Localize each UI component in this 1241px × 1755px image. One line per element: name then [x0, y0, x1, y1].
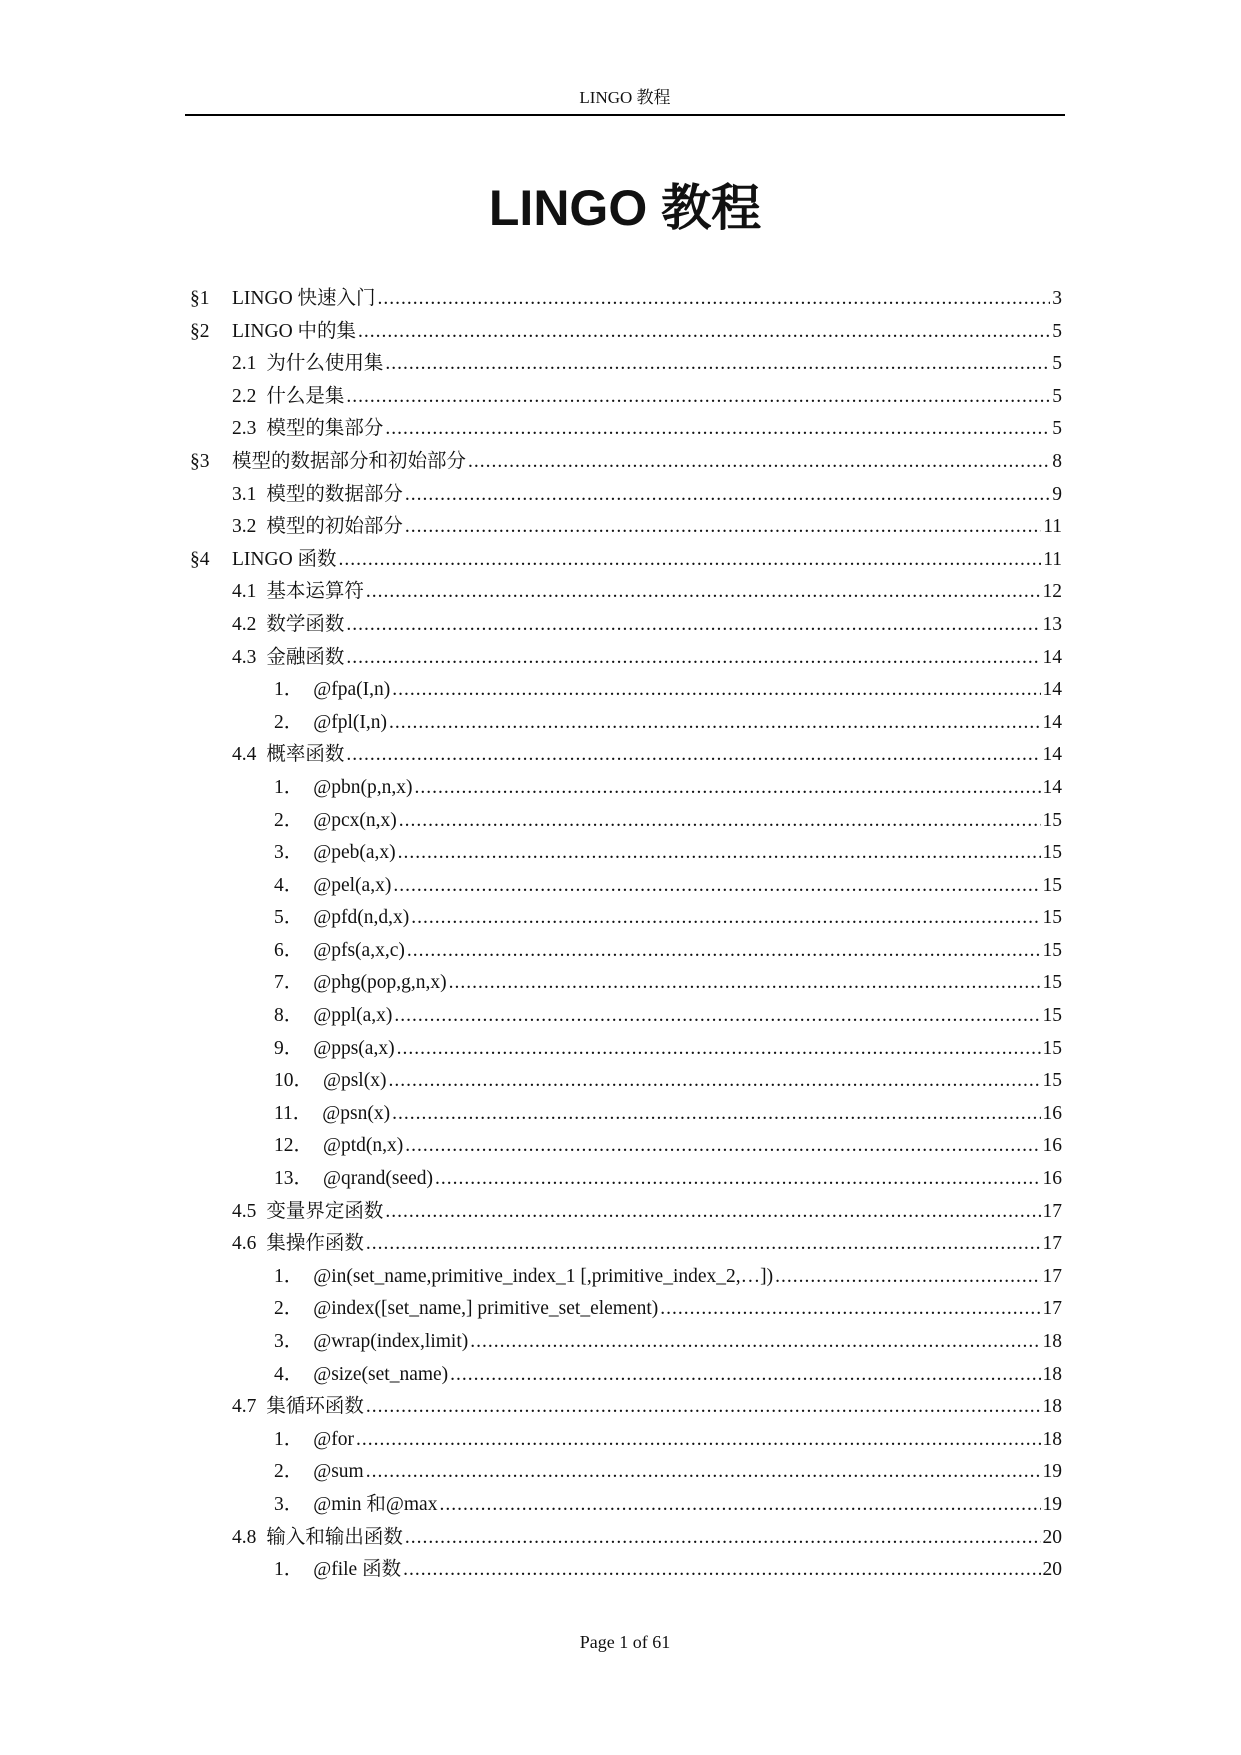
toc-entry-label: @psn(x) [322, 1102, 391, 1124]
toc-entry-label: @peb(a,x) [313, 842, 396, 864]
toc-entry[interactable] [190, 1424, 1062, 1457]
toc-entry[interactable] [190, 1130, 1062, 1163]
toc-entry-page: 17 [1042, 1265, 1062, 1287]
toc-entry-label: @pps(a,x) [313, 1037, 395, 1059]
dot-leader [366, 1456, 1041, 1489]
toc-entry-label: @pbn(p,n,x) [313, 776, 413, 798]
toc-entry-label: 集循环函数 [266, 1396, 364, 1418]
toc-entry[interactable] [190, 674, 1062, 707]
toc-entry-page: 14 [1042, 711, 1062, 733]
dot-leader [407, 935, 1041, 968]
toc-entry-page: 14 [1042, 776, 1062, 798]
toc-entry-page: 20 [1042, 1559, 1062, 1581]
toc-entry-label: 数学函数 [266, 613, 345, 635]
toc-entry-page: 15 [1042, 907, 1062, 929]
dot-leader [358, 316, 1050, 349]
toc-entry-label: 概率函数 [266, 744, 345, 766]
toc-entry[interactable] [190, 1000, 1062, 1033]
page-footer: Page 1 of 61 [579, 1632, 671, 1652]
dot-leader [366, 1391, 1041, 1424]
toc-entry-label: 模型的初始部分 [266, 516, 403, 538]
toc-entry[interactable] [190, 381, 1062, 414]
toc-entry-label: @in(set_name,primitive_index_1 [,primitive_index_2,…]) [313, 1265, 774, 1287]
toc-entry[interactable] [190, 544, 1062, 577]
toc-entry-number: 12． [274, 1135, 314, 1157]
dot-leader [388, 1065, 1040, 1098]
toc-entry-page: 17 [1042, 1200, 1062, 1222]
toc-entry-label: LINGO 函数 [232, 548, 337, 570]
toc-entry-number: §1 [190, 288, 210, 309]
toc-entry-number: 4.2 [232, 613, 257, 635]
toc-entry-number: 2． [274, 1461, 304, 1483]
toc-entry-label: 金融函数 [266, 646, 345, 668]
toc-entry-label: @pcx(n,x) [313, 809, 397, 831]
toc-entry[interactable] [190, 348, 1062, 381]
toc-entry[interactable] [190, 1163, 1062, 1196]
dot-leader [468, 446, 1050, 479]
toc-entry-number: 2.1 [232, 353, 257, 375]
toc-entry-page: 11 [1043, 516, 1062, 538]
dot-leader [449, 967, 1041, 1000]
dot-leader [470, 1326, 1040, 1359]
dot-leader [435, 1163, 1040, 1196]
toc-entry-page: 16 [1042, 1102, 1062, 1124]
toc-entry-number: 4.4 [232, 744, 257, 766]
toc-entry-number: 2.3 [232, 418, 257, 440]
toc-entry-page: 17 [1042, 1233, 1062, 1255]
toc-entry-page: 5 [1052, 353, 1062, 375]
toc-entry[interactable] [190, 1359, 1062, 1392]
toc-entry-page: 14 [1042, 646, 1062, 668]
toc-entry[interactable] [190, 316, 1062, 349]
toc-entry-page: 19 [1042, 1461, 1062, 1483]
toc-entry-label: 集操作函数 [266, 1233, 364, 1255]
toc-entry-number: 6． [274, 939, 304, 961]
toc-entry-page: 9 [1052, 483, 1062, 505]
toc-entry-number: 3.1 [232, 483, 257, 505]
dot-leader [775, 1261, 1040, 1294]
toc-entry-label: @pfd(n,d,x) [313, 907, 410, 929]
dot-leader [346, 642, 1040, 675]
toc-entry-label: LINGO 中的集 [232, 320, 357, 342]
toc-entry-page: 5 [1052, 320, 1062, 342]
toc-entry-label: @fpa(I,n) [313, 679, 391, 701]
toc-entry-page: 16 [1042, 1135, 1062, 1157]
toc-entry-label: 什么是集 [266, 385, 345, 407]
toc-entry[interactable] [190, 1196, 1062, 1229]
dot-leader [393, 870, 1040, 903]
dot-leader [414, 772, 1040, 805]
toc-entry-number: 2． [274, 1298, 304, 1320]
dot-leader [660, 1293, 1040, 1326]
dot-leader [394, 1000, 1040, 1033]
toc-entry[interactable] [190, 576, 1062, 609]
toc-entry-number: 10． [274, 1070, 314, 1092]
dot-leader [405, 511, 1041, 544]
dot-leader [392, 674, 1040, 707]
toc-entry-page: 18 [1042, 1396, 1062, 1418]
toc-entry-number: 1． [274, 776, 304, 798]
dot-leader [392, 1098, 1040, 1131]
table-of-contents [190, 283, 1062, 1587]
toc-entry-label: @file 函数 [313, 1559, 402, 1581]
toc-entry-label: @ppl(a,x) [313, 1005, 393, 1027]
dot-leader [339, 544, 1042, 577]
toc-entry-number: 1． [274, 1428, 304, 1450]
toc-entry[interactable] [190, 902, 1062, 935]
toc-entry-number: 4． [274, 874, 304, 896]
toc-entry-page: 14 [1042, 679, 1062, 701]
toc-entry-number: 3.2 [232, 516, 257, 538]
toc-entry-page: 12 [1042, 581, 1062, 603]
toc-entry-label: 输入和输出函数 [266, 1526, 403, 1548]
toc-entry-label: 变量界定函数 [266, 1200, 384, 1222]
dot-leader [399, 805, 1041, 838]
toc-entry-page: 18 [1042, 1363, 1062, 1385]
toc-entry-number: 1． [274, 679, 304, 701]
document-title: LINGO 教程 [488, 180, 762, 236]
toc-entry-label: @phg(pop,g,n,x) [313, 972, 447, 994]
dot-leader [366, 1228, 1041, 1261]
toc-entry-page: 14 [1042, 744, 1062, 766]
toc-entry[interactable] [190, 479, 1062, 512]
toc-entry-number: 4.1 [232, 581, 257, 603]
toc-entry-number: 13． [274, 1168, 314, 1190]
toc-entry[interactable] [190, 1293, 1062, 1326]
dot-leader [403, 1554, 1040, 1587]
toc-entry[interactable] [190, 413, 1062, 446]
dot-leader [411, 902, 1040, 935]
toc-entry[interactable] [190, 837, 1062, 870]
toc-entry-page: 5 [1052, 418, 1062, 440]
toc-entry[interactable] [190, 1098, 1062, 1131]
toc-entry[interactable] [190, 1033, 1062, 1066]
toc-entry-page: 15 [1042, 809, 1062, 831]
dot-leader [366, 576, 1041, 609]
toc-entry-number: §2 [190, 320, 210, 342]
toc-entry-number: 8． [274, 1005, 304, 1027]
toc-entry-label: @pel(a,x) [313, 874, 392, 896]
toc-entry-label: @fpl(I,n) [313, 711, 387, 733]
toc-entry-page: 11 [1043, 548, 1062, 570]
toc-entry-page: 15 [1042, 939, 1062, 961]
dot-leader [346, 381, 1050, 414]
toc-entry[interactable] [190, 511, 1062, 544]
toc-entry-label: 模型的集部分 [266, 418, 384, 440]
toc-entry-number: 4.8 [232, 1526, 257, 1548]
toc-entry-label: @size(set_name) [313, 1363, 449, 1385]
toc-entry-number: §3 [190, 450, 210, 472]
toc-entry-page: 20 [1042, 1526, 1062, 1548]
toc-entry[interactable] [190, 772, 1062, 805]
toc-entry[interactable] [190, 935, 1062, 968]
toc-entry-page: 15 [1042, 1037, 1062, 1059]
toc-entry[interactable] [190, 642, 1062, 675]
toc-entry-label: @pfs(a,x,c) [313, 939, 405, 961]
toc-entry[interactable] [190, 609, 1062, 642]
dot-leader [346, 609, 1040, 642]
toc-entry[interactable] [190, 1522, 1062, 1555]
toc-entry-number: 4.5 [232, 1200, 257, 1222]
dot-leader [397, 1033, 1041, 1066]
toc-entry[interactable] [190, 1489, 1062, 1522]
toc-entry-number: 9． [274, 1037, 304, 1059]
toc-entry-number: 3． [274, 842, 304, 864]
toc-entry-label: @ptd(n,x) [323, 1135, 404, 1157]
toc-entry-label: @sum [313, 1461, 364, 1483]
toc-entry[interactable] [190, 1391, 1062, 1424]
running-header: LINGO 教程 [579, 88, 671, 107]
toc-entry[interactable] [190, 283, 1062, 316]
toc-entry-label: LINGO 快速入门 [232, 288, 376, 309]
toc-entry-number: §4 [190, 548, 210, 570]
dot-leader [385, 1196, 1040, 1229]
toc-entry-number: 5． [274, 907, 304, 929]
toc-entry-number: 4.6 [232, 1233, 257, 1255]
toc-entry-label: 模型的数据部分和初始部分 [232, 450, 467, 472]
dot-leader [385, 413, 1050, 446]
toc-entry-page: 17 [1042, 1298, 1062, 1320]
toc-entry[interactable] [190, 1456, 1062, 1489]
toc-entry-page: 18 [1042, 1428, 1062, 1450]
toc-entry-label: @for [313, 1428, 354, 1450]
toc-entry-page: 15 [1042, 842, 1062, 864]
toc-entry-number: 2.2 [232, 385, 257, 407]
dot-leader [385, 348, 1050, 381]
toc-entry[interactable] [190, 1065, 1062, 1098]
toc-entry-label: @qrand(seed) [323, 1168, 434, 1190]
toc-entry-label: 基本运算符 [266, 581, 364, 603]
toc-entry[interactable] [190, 446, 1062, 479]
toc-entry[interactable] [190, 1261, 1062, 1294]
toc-entry-number: 2． [274, 711, 304, 733]
dot-leader [346, 739, 1040, 772]
toc-entry-label: 模型的数据部分 [266, 483, 403, 505]
toc-entry-page: 15 [1042, 874, 1062, 896]
toc-entry[interactable] [190, 1228, 1062, 1261]
toc-entry-label: 为什么使用集 [266, 353, 384, 375]
header-rule [185, 114, 1065, 116]
toc-entry-number: 2． [274, 809, 304, 831]
toc-entry-number: 3． [274, 1331, 304, 1352]
toc-entry-number: 11． [274, 1102, 313, 1124]
dot-leader [389, 707, 1041, 740]
toc-entry-page: 16 [1042, 1168, 1062, 1190]
toc-entry[interactable] [190, 707, 1062, 740]
toc-entry-number: 4.7 [232, 1396, 257, 1418]
toc-entry-number: 4． [274, 1363, 304, 1385]
toc-entry-label: @psl(x) [323, 1070, 387, 1092]
toc-entry-number: 3． [274, 1493, 304, 1515]
dot-leader [398, 837, 1041, 870]
toc-entry[interactable] [190, 1554, 1062, 1587]
toc-entry-page: 18 [1042, 1331, 1062, 1352]
toc-entry-number: 1． [274, 1265, 304, 1287]
toc-entry-page: 15 [1042, 1070, 1062, 1092]
dot-leader [405, 1522, 1041, 1555]
toc-entry-page: 15 [1042, 972, 1062, 994]
dot-leader [405, 1130, 1040, 1163]
toc-entry-page: 19 [1042, 1493, 1062, 1515]
dot-leader [378, 283, 1050, 316]
toc-entry-page: 13 [1042, 613, 1062, 635]
toc-entry-page: 8 [1052, 450, 1062, 472]
toc-entry-number: 4.3 [232, 646, 257, 668]
dot-leader [439, 1489, 1040, 1522]
toc-entry[interactable] [190, 967, 1062, 1000]
toc-entry-label: @wrap(index,limit) [313, 1331, 469, 1352]
dot-leader [405, 479, 1050, 512]
toc-entry-page: 15 [1042, 1005, 1062, 1027]
toc-entry-number: 7． [274, 972, 304, 994]
toc-entry[interactable] [190, 870, 1062, 903]
toc-entry-label: @min 和@max [313, 1493, 438, 1515]
toc-entry-label: @index([set_name,] primitive_set_element) [313, 1298, 659, 1320]
toc-entry-page: 3 [1052, 288, 1062, 309]
toc-entry[interactable] [190, 805, 1062, 838]
toc-entry-page: 5 [1052, 385, 1062, 407]
dot-leader [450, 1359, 1040, 1392]
toc-entry[interactable] [190, 1326, 1062, 1359]
toc-entry-number: 1． [274, 1559, 304, 1581]
dot-leader [356, 1424, 1041, 1457]
toc-entry[interactable] [190, 739, 1062, 772]
